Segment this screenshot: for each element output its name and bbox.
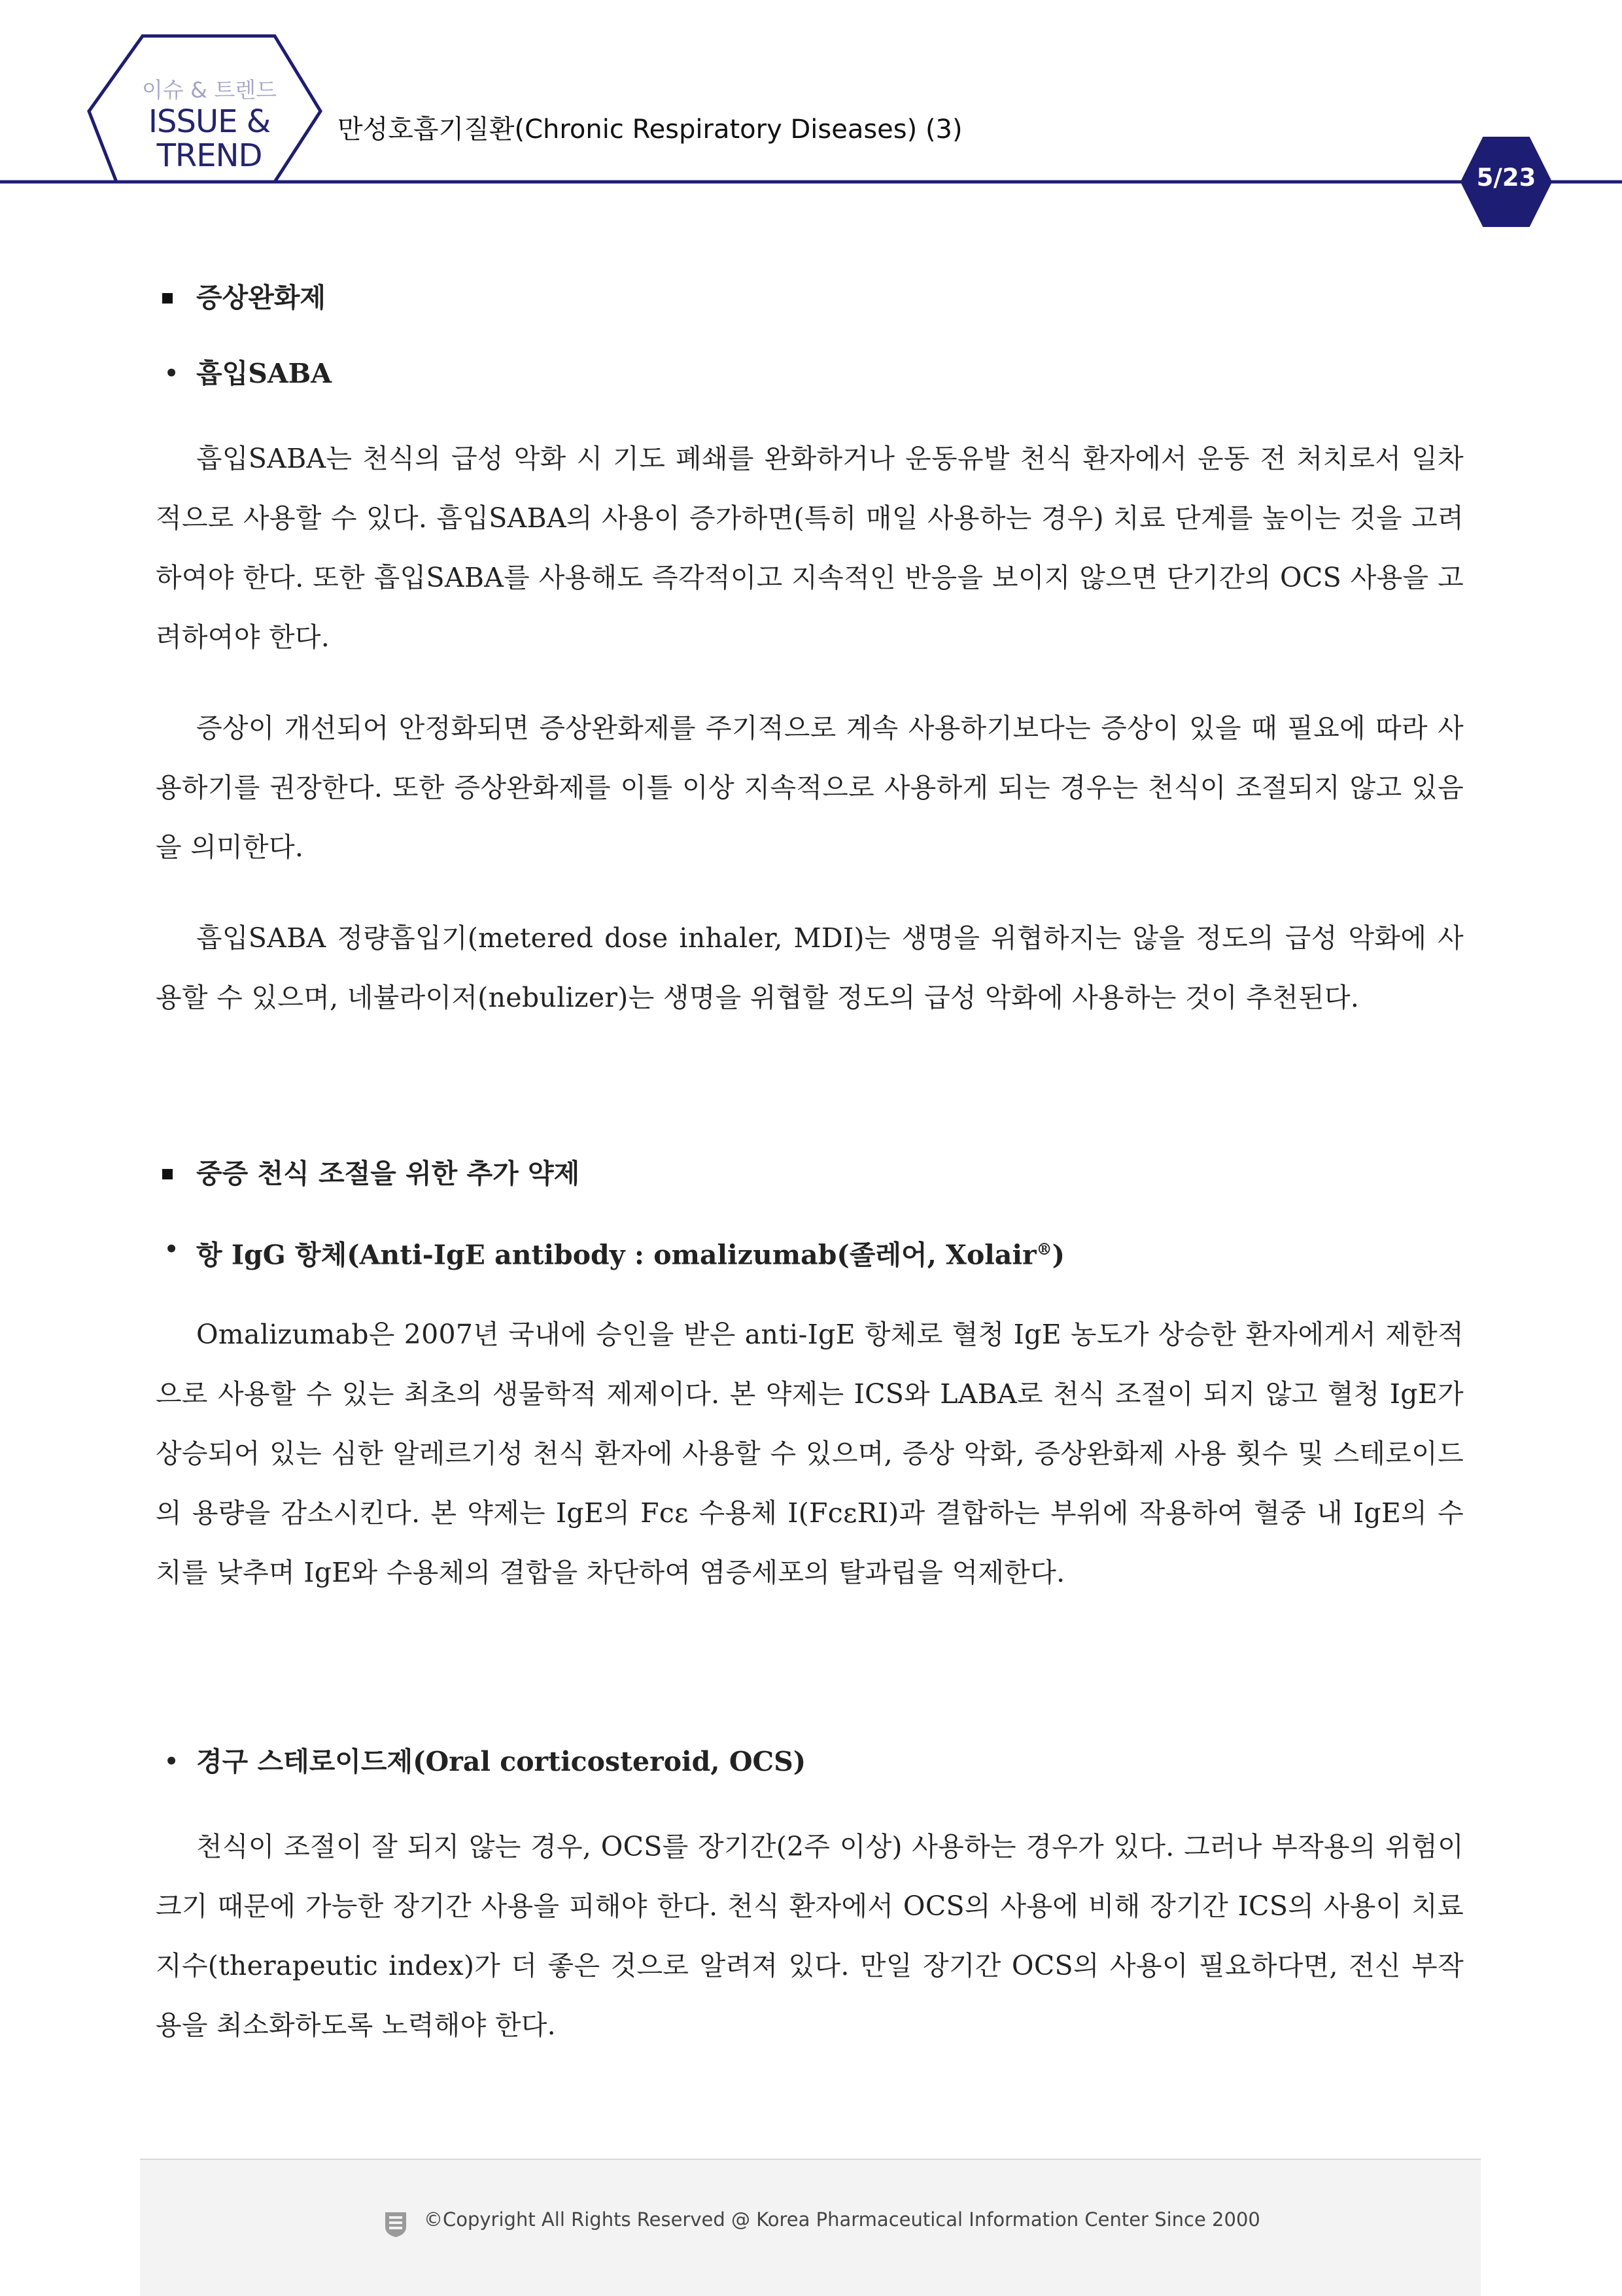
subheading-anti-ige <box>156 1220 1464 1279</box>
subheading-ocs <box>156 1732 1464 1791</box>
dot-bullet-icon: • <box>164 358 180 389</box>
square-bullet-icon <box>162 1169 173 1179</box>
square-bullet-icon <box>162 293 173 304</box>
subheading-text: 경구 스테로이드제(Oral corticosteroid, OCS) <box>196 1746 806 1777</box>
document-title: 만성호흡기질환(Chronic Respiratory Diseases) (3) <box>337 114 963 145</box>
subheading-text: 흡입SABA <box>196 358 332 389</box>
dot-bullet-icon: • <box>164 1746 180 1777</box>
logo-title <box>124 105 294 173</box>
section-heading-text: 중증 천식 조절을 위한 추가 약제 <box>196 1158 580 1189</box>
paragraph: Omalizumab은 2007년 국내에 승인을 받은 anti-IgE 항체로 혈청 IgE 농도가 상승한 환자에게서 제한적으로 사용할 수 있는 최초의 생물학적 제제이다. 본 약제는 ICS와 LABA로 천식 조절이 되지 않고 혈청 IgE가 상승되어 있는 심한 알레르기성 천식 환자에 사용할 수 있으며, 증상 악화, 증상완화제 사용 횟수 및 스테로이드의 용량을 감소시킨다. 본 약제는 IgE의 Fcε 수용체 I(FcεRI)과 결합하는 부위에 작용하여 혈중 내 IgE의 수치를 낮추며 IgE와 수용체의 결합을 차단하여 염증세포의 탈과립을 억제한다. <box>156 1319 1464 1588</box>
logo-line-2: TREND <box>156 137 262 174</box>
subheading-text: 항 IgG 항체(Anti-IgE antibody : omalizumab(졸레어, Xolair <box>196 1239 1037 1271</box>
section-heading-severe-asthma <box>156 1144 1464 1203</box>
subheading-close: ) <box>1052 1239 1065 1271</box>
logo-subtitle: 이슈 & 트렌드 <box>141 77 277 103</box>
paragraph: 흡입SABA는 천식의 급성 악화 시 기도 폐쇄를 완화하거나 운동유발 천식 환자에서 운동 전 처치로서 일차적으로 사용할 수 있다. 흡입SABA의 사용이 증가하면(특히 매일 사용하는 경우) 치료 단계를 높이는 것을 고려하여야 한다. 또한 흡입SABA를 사용해도 즉각적이고 지속적인 반응을 보이지 않으면 단기간의 OCS 사용을 고려하여야 한다. <box>156 443 1464 653</box>
main-content <box>156 268 1464 2087</box>
subheading-inhaled-saba <box>156 344 1464 403</box>
registered-mark: ® <box>1036 1240 1052 1259</box>
page-number: 5/23 <box>1476 164 1536 192</box>
dot-bullet-icon: • <box>164 1234 180 1265</box>
footer-copyright: ©Copyright All Rights Reserved @ Korea Pharmaceutical Information Center Since 2000 <box>424 2208 1260 2231</box>
kpic-emblem-icon <box>383 2210 408 2238</box>
section-heading-text: 증상완화제 <box>196 282 326 313</box>
paragraph: 천식이 조절이 잘 되지 않는 경우, OCS를 장기간(2주 이상) 사용하는 경우가 있다. 그러나 부작용의 위험이 크기 때문에 가능한 장기간 사용을 피해야 한다. 천식 환자에서 OCS의 사용에 비해 장기간 ICS의 사용이 치료 지수(therapeutic index)가 더 좋은 것으로 알려져 있다. 만일 장기간 OCS의 사용이 필요하다면, 전신 부작용을 최소화하도록 노력해야 한다. <box>156 1831 1464 2041</box>
section-heading-reliever <box>156 268 1464 327</box>
paragraph: 흡입SABA 정량흡입기(metered dose inhaler, MDI)는 생명을 위협하지는 않을 정도의 급성 악화에 사용할 수 있으며, 네뷸라이저(nebulizer)는 생명을 위협할 정도의 급성 악화에 사용하는 것이 추천된다. <box>156 922 1464 1013</box>
paragraph: 증상이 개선되어 안정화되면 증상완화제를 주기적으로 계속 사용하기보다는 증상이 있을 때 필요에 따라 사용하기를 권장한다. 또한 증상완화제를 이틀 이상 지속적으로 사용하게 되는 경우는 천식이 조절되지 않고 있음을 의미한다. <box>156 712 1464 863</box>
logo-line-1: ISSUE & <box>148 103 271 140</box>
